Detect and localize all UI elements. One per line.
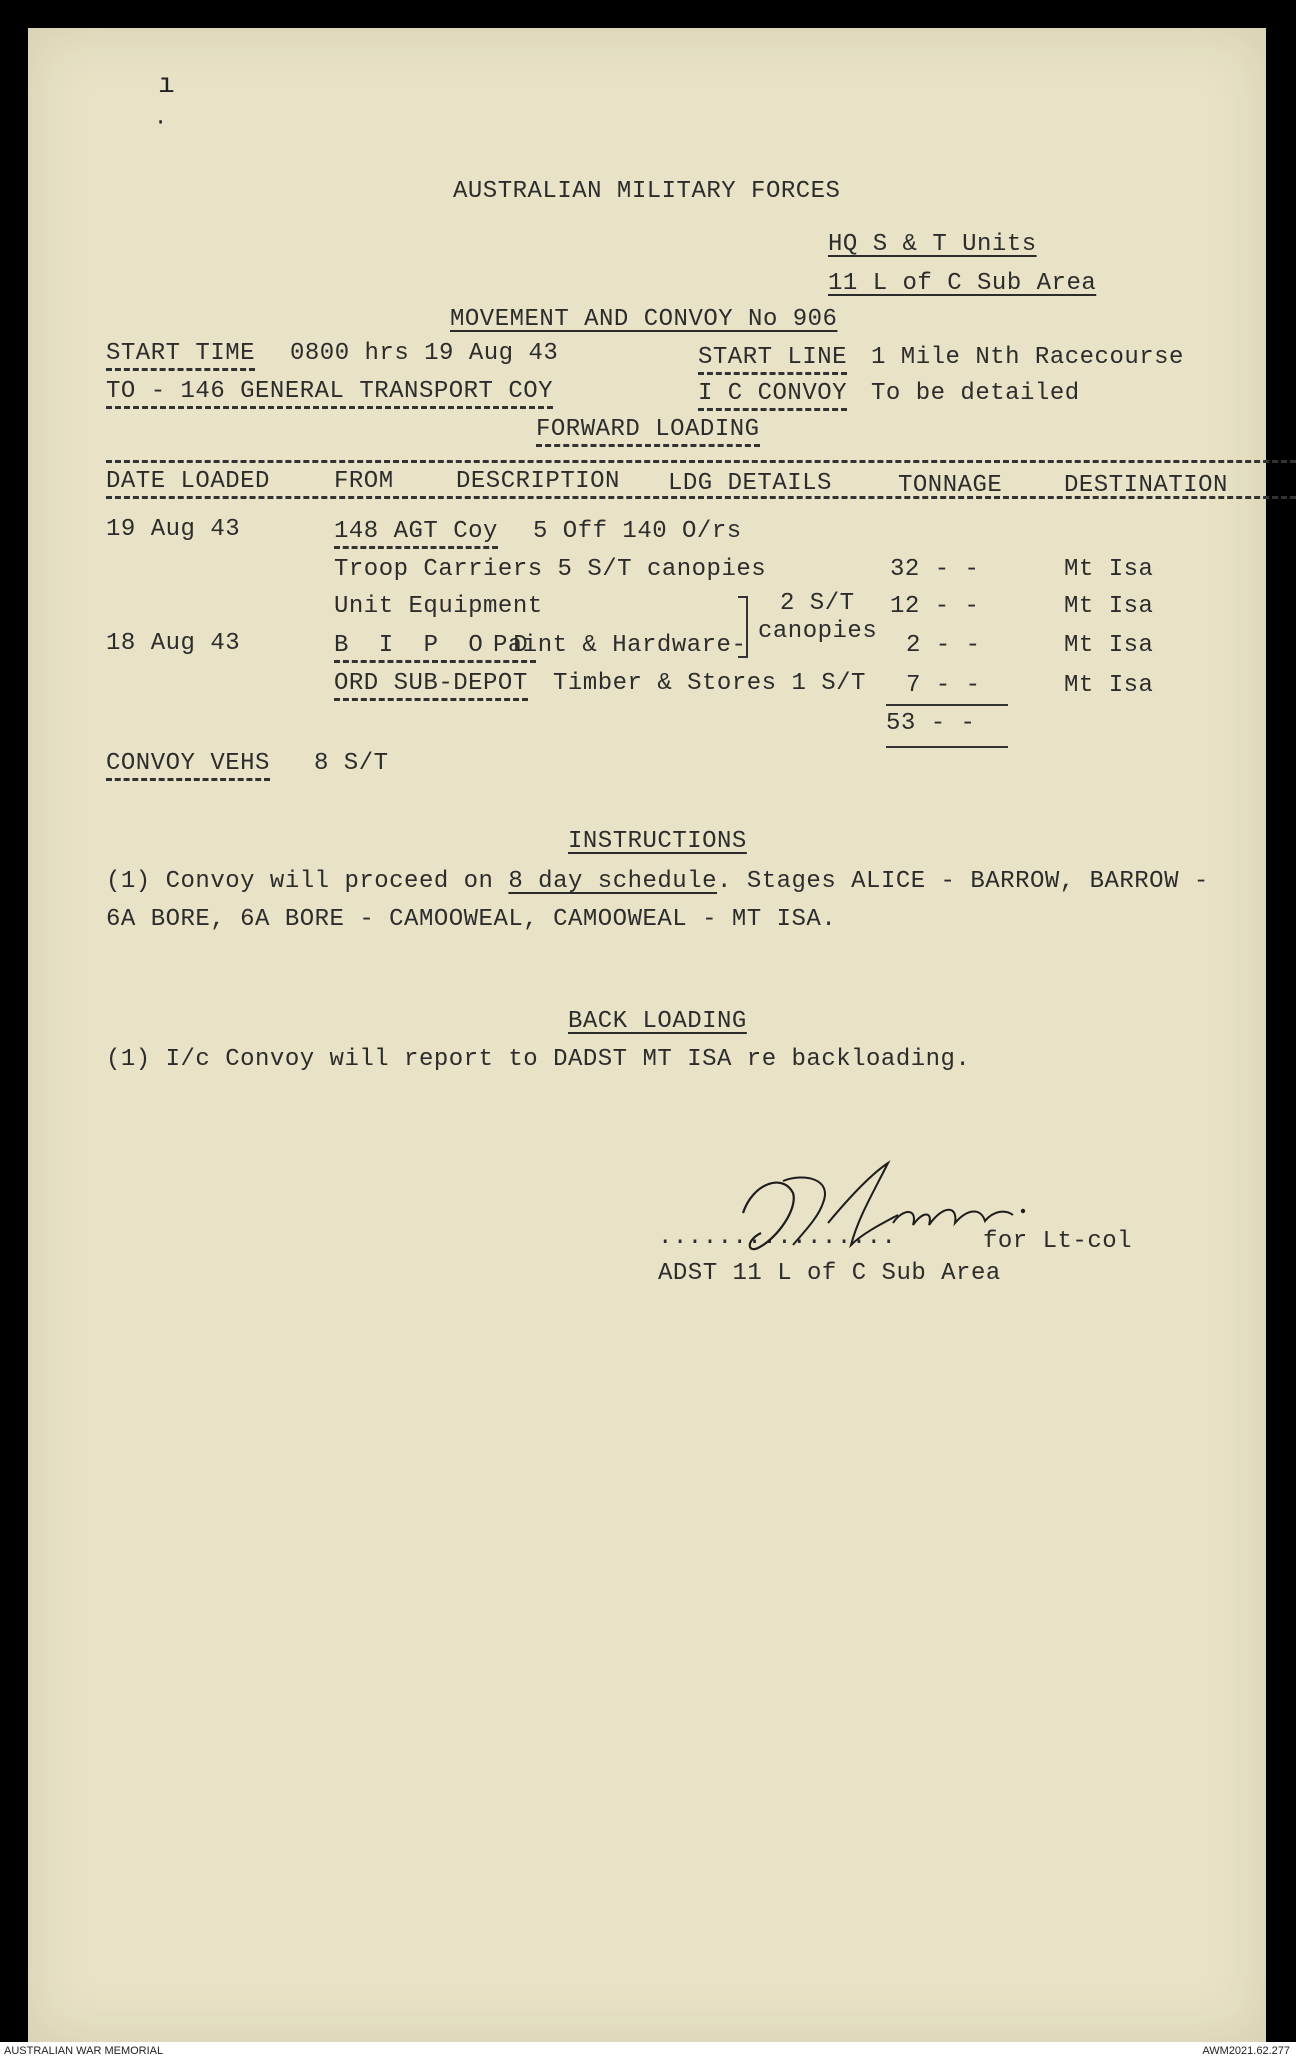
instructions-heading	[568, 828, 747, 855]
org-heading: AUSTRALIAN MILITARY FORCES	[453, 178, 841, 205]
punch-mark: ı	[158, 70, 175, 101]
table-row-from-text: B I P O D	[334, 632, 536, 663]
start-time-label-text: START TIME	[106, 340, 255, 371]
punch-mark: ·	[154, 110, 168, 135]
signatory-title: ADST 11 L of C Sub Area	[658, 1260, 1001, 1287]
table-row-destination: Mt Isa	[1064, 672, 1154, 699]
signature-dots: ................	[658, 1224, 897, 1251]
ic-convoy-label-text: I C CONVOY	[698, 380, 847, 411]
convoy-vehs-label	[106, 750, 270, 777]
instruction-schedule: 8 day schedule	[508, 868, 718, 895]
start-line-label-text: START LINE	[698, 344, 847, 375]
to-line	[106, 378, 553, 405]
total-rule	[886, 704, 1008, 706]
col-description: DESCRIPTION	[456, 468, 620, 495]
forward-loading-heading	[536, 416, 760, 443]
forward-loading-heading-text: FORWARD LOADING	[536, 416, 760, 447]
col-tonnage: TONNAGE	[898, 472, 1003, 499]
document-title	[450, 306, 837, 333]
table-row-tonnage: 32 - -	[890, 556, 980, 583]
instruction-line-1-suffix: . Stages ALICE - BARROW, BARROW -	[717, 868, 1209, 895]
table-row-desc: Paint & Hardware-	[493, 632, 747, 659]
back-loading-line-1: (1) I/c Convoy will report to DADST MT ISA re backloading.	[106, 1046, 971, 1073]
table-row-destination: Mt Isa	[1064, 632, 1154, 659]
archive-name: AUSTRALIAN WAR MEMORIAL	[4, 2045, 164, 2057]
ldg-group-line-2: canopies	[758, 618, 878, 645]
convoy-vehs-value: 8 S/T	[314, 750, 389, 777]
table-row-desc: Timber & Stores 1 S/T	[553, 670, 866, 697]
table-row-date: 18 Aug 43	[106, 630, 241, 657]
table-row-text: Unit Equipment	[334, 593, 543, 620]
total-underline	[886, 746, 1008, 748]
table-top-rule	[106, 460, 1296, 463]
table-header-rule	[106, 496, 1296, 499]
table-row-from-text: ORD SUB-DEPOT	[334, 670, 528, 701]
back-loading-heading-text: BACK LOADING	[568, 1008, 747, 1035]
back-loading-heading	[568, 1008, 747, 1035]
instruction-line-2: 6A BORE, 6A BORE - CAMOOWEAL, CAMOOWEAL - MT ISA.	[106, 906, 837, 933]
table-row-destination: Mt Isa	[1064, 593, 1154, 620]
convoy-vehs-label-text: CONVOY VEHS	[106, 750, 270, 781]
handwritten-signature	[723, 1153, 1053, 1263]
table-row-tonnage: 12 - -	[890, 593, 980, 620]
to-line-text: TO - 146 GENERAL TRANSPORT COY	[106, 378, 553, 409]
table-row-from	[334, 670, 528, 697]
start-line-value: 1 Mile Nth Racecourse	[871, 344, 1184, 371]
col-ldg-details: LDG DETAILS	[668, 470, 832, 497]
start-line-label	[698, 344, 847, 371]
start-time-label	[106, 340, 255, 367]
instructions-heading-text: INSTRUCTIONS	[568, 828, 747, 855]
signature-for: for Lt-col	[983, 1228, 1133, 1255]
col-date-loaded: DATE LOADED	[106, 468, 270, 495]
ic-convoy-value: To be detailed	[871, 380, 1080, 407]
table-row-text: Troop Carriers 5 S/T canopies	[334, 556, 767, 583]
document-title-text: MOVEMENT AND CONVOY No 906	[450, 306, 838, 333]
ic-convoy-label	[698, 380, 847, 407]
table-row-tonnage: 2 - -	[906, 632, 981, 659]
document-page	[28, 28, 1266, 2042]
table-row-destination: Mt Isa	[1064, 556, 1154, 583]
instruction-line-1-prefix: (1) Convoy will proceed on	[106, 868, 509, 895]
col-destination: DESTINATION	[1064, 472, 1228, 499]
col-from: FROM	[334, 468, 394, 495]
table-row-from-text: 148 AGT Coy	[334, 518, 498, 549]
table-row-from	[334, 518, 498, 545]
table-row-tonnage: 7 - -	[906, 672, 981, 699]
archive-footer	[0, 2042, 1296, 2061]
start-time-value: 0800 hrs 19 Aug 43	[290, 340, 559, 367]
table-row-desc: 5 Off 140 O/rs	[533, 518, 742, 545]
tonnage-total: 53 - -	[886, 710, 976, 737]
unit-line-2-text: 11 L of C Sub Area	[828, 270, 1097, 297]
ldg-group-line-1: 2 S/T	[780, 590, 855, 617]
table-row-date: 19 Aug 43	[106, 516, 241, 543]
unit-line-1	[828, 231, 1037, 258]
archive-reference: AWM2021.62.277	[1202, 2045, 1290, 2057]
unit-line-1-text: HQ S & T Units	[828, 231, 1037, 258]
unit-line-2	[828, 270, 1096, 297]
instruction-line-1	[106, 868, 1209, 895]
